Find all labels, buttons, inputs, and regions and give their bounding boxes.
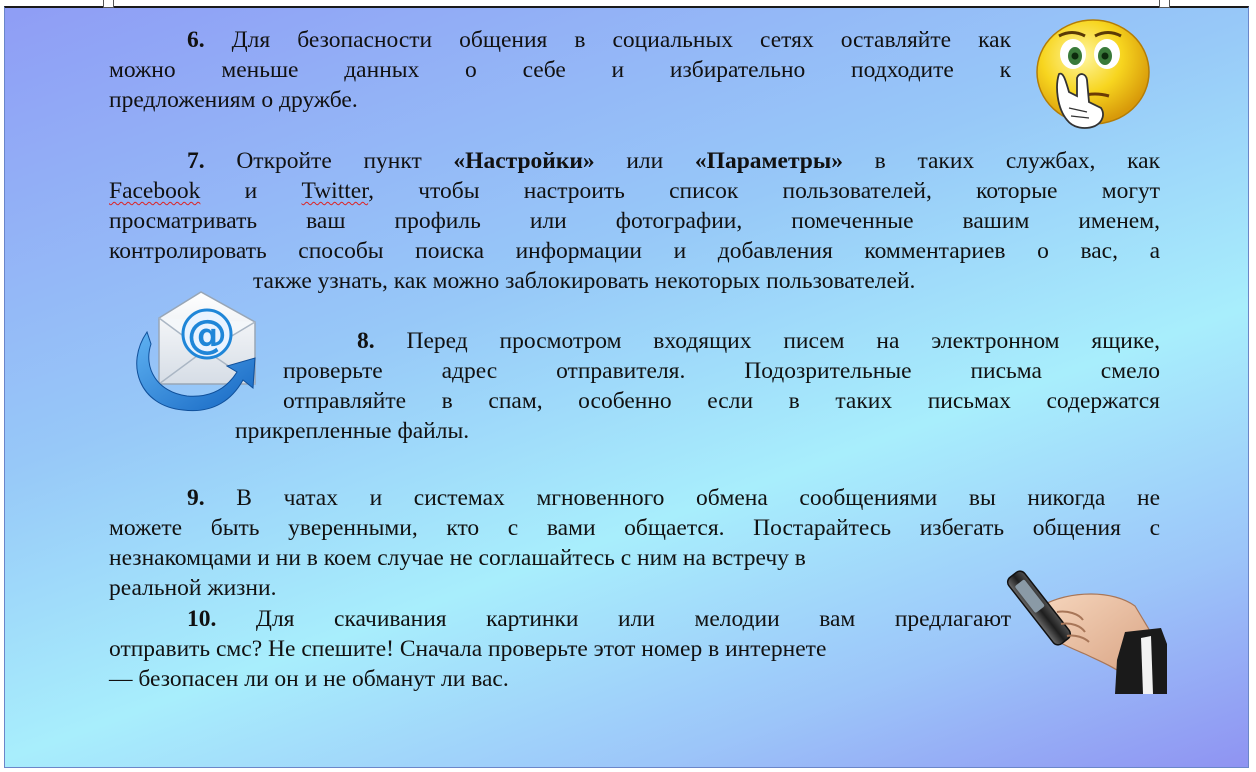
parameters-term: «Параметры»	[694, 148, 843, 174]
slide	[4, 6, 1249, 768]
item-number: 9.	[187, 485, 205, 511]
item-number: 8.	[357, 328, 375, 354]
paragraph-9-line-3: незнакомцами и ни в коем случае не соглашайтесь с ним на встречу в	[109, 545, 806, 571]
ruler-marker-left	[103, 0, 114, 8]
paragraph-7-line-3: просматривать ваш профиль или фотографии, помеченные вашим именем,	[109, 208, 1160, 234]
paragraph-10	[109, 604, 1011, 694]
paragraph-7-line-5: также узнать, как можно заблокировать некоторых пользователей.	[253, 268, 916, 294]
twitter-word: Twitter	[301, 178, 369, 204]
settings-term: «Настройки»	[453, 148, 595, 174]
hand-with-phone-icon	[1001, 562, 1171, 696]
paragraph-8-line-4: прикрепленные файлы.	[235, 418, 470, 444]
paragraph-8-line-1: 8. Перед просмотром входящих писем на электронном ящике,	[357, 328, 1161, 354]
item-number: 6.	[187, 27, 205, 53]
item-number: 7.	[187, 148, 205, 174]
paragraph-7-line-4: контролировать способы поиска информации и добавления комментариев о вас, а	[109, 238, 1160, 264]
paragraph-9-line-1: 9. В чатах и системах мгновенного обмена сообщениями вы никогда не	[187, 485, 1160, 511]
paragraph-6	[109, 25, 1011, 115]
paragraph-9-line-4: реальной жизни.	[109, 575, 277, 601]
paragraph-9-line-2: можете быть уверенными, кто с вами общается. Постарайтесь избегать общения с	[109, 515, 1160, 541]
paragraph-7-line-2: Facebook и Twitter, чтобы настроить список пользователей, которые могут	[109, 178, 1160, 204]
item-number: 10.	[187, 606, 217, 632]
paragraph-8-line-3: отправляйте в спам, особенно если в таких письмах содержатся	[283, 388, 1160, 414]
paragraph-6-line-1: 6. Для безопасности общения в социальных сетях оставляйте как	[187, 27, 1012, 53]
at-symbol: @	[187, 312, 227, 358]
ruler-marker-right	[1159, 0, 1170, 8]
paragraph-10-line-3: — безопасен ли он и не обманут ли вас.	[109, 666, 509, 692]
paragraph-7	[109, 146, 1160, 296]
paragraph-7-line-1: 7. Откройте пункт «Настройки» или «Параметры» в таких службах, как	[187, 148, 1160, 174]
paragraph-10-line-2: отправить смс? Не спешите! Сначала проверьте этот номер в интернете	[109, 636, 827, 662]
paragraph-8	[235, 326, 1160, 446]
paragraph-6-line-2: можно меньше данных о себе и избирательно подходите к	[109, 57, 1011, 83]
paragraph-8-line-2: проверьте адрес отправителя. Подозрительные письма смело	[283, 358, 1160, 384]
facebook-word: Facebook	[109, 178, 201, 204]
paragraph-6-line-3: предложениям о дружбе.	[109, 87, 358, 113]
email-envelope-icon	[129, 288, 277, 420]
thinking-smiley-icon	[1025, 16, 1153, 142]
paragraph-10-line-1: 10. Для скачивания картинки или мелодии вам предлагают	[187, 606, 1011, 632]
